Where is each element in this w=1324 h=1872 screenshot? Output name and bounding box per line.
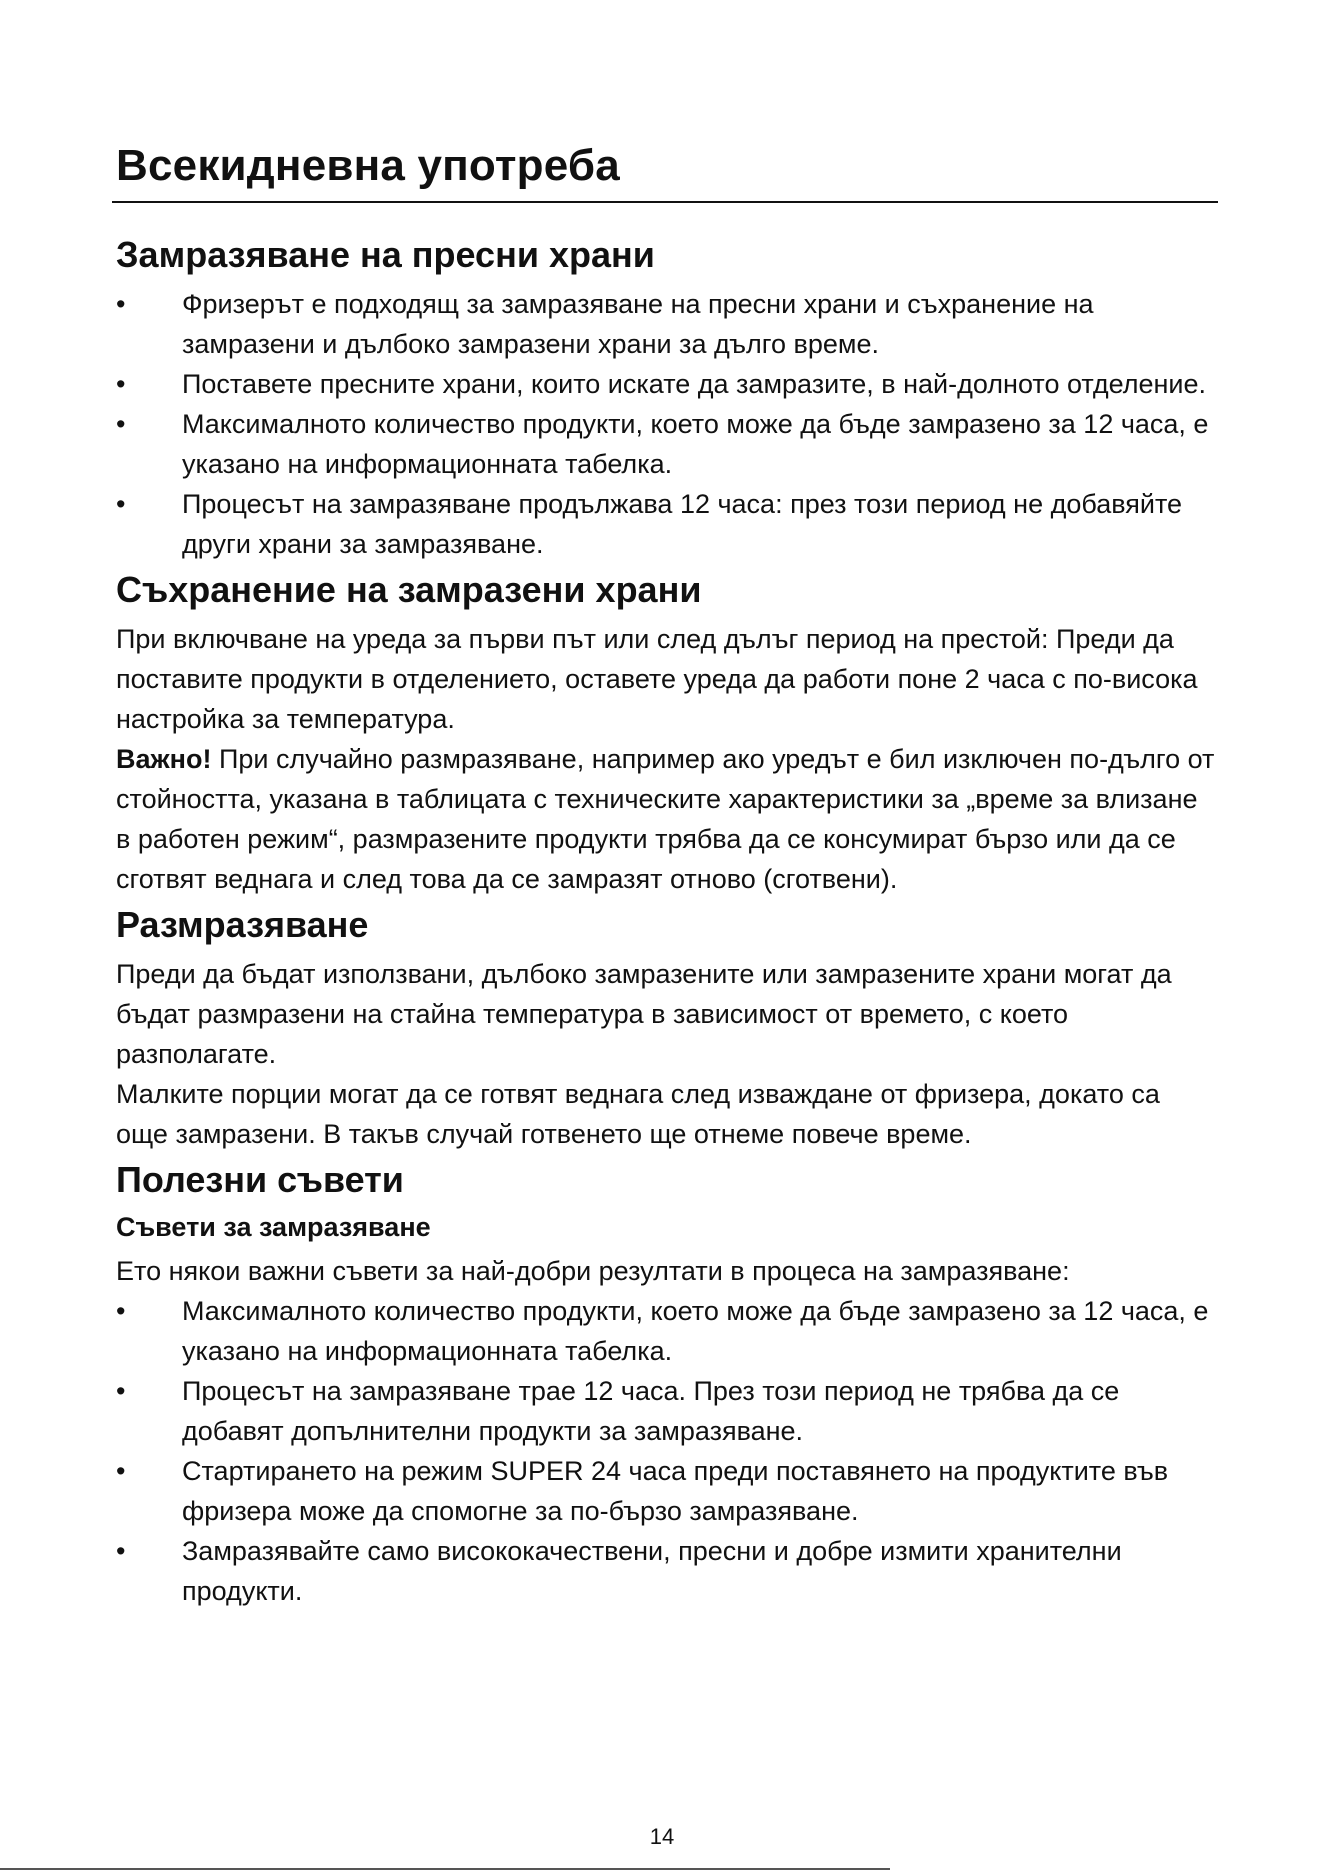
document-page bbox=[116, 140, 1216, 1615]
section-thawing bbox=[116, 903, 1216, 1154]
paragraph: При включване на уреда за първи път или след дълъг период на престой: Преди да поставите продукти в отделението, оставете уреда да работи поне 2 часа с по-висока настройка за температура. bbox=[116, 624, 1198, 735]
section-heading: Замразяване на пресни храни bbox=[116, 233, 655, 275]
list-item: • Поставете пресните храни, които искате да замразите, в най-долното отделение. bbox=[116, 364, 1216, 404]
paragraph: Ето някои важни съвети за най-добри резултати в процеса на замразяване: bbox=[116, 1255, 1070, 1286]
page-title: Всекидневна употреба bbox=[116, 141, 620, 190]
bullet-list bbox=[116, 1291, 1216, 1611]
list-item: • Фризерът е подходящ за замразяване на пресни храни и съхранение на замразени и дълбоко замразени храни за дълго време. bbox=[116, 284, 1216, 364]
bullet-icon: • bbox=[116, 368, 126, 399]
important-paragraph: Важно! При случайно размразяване, например ако уредът е бил изключен по-дълго от стойността, указана в таблицата с техническите характеристики за „време за влизане в работен режим“, размразените продукти трябва да се консумират бързо или да се сготвят веднага и след това да се замразят отново (сготвени). bbox=[116, 744, 1215, 895]
bullet-icon: • bbox=[116, 488, 126, 519]
section-heading: Съхранение на замразени храни bbox=[116, 568, 702, 610]
paragraph: Малките порции могат да се готвят веднага след изваждане от фризера, докато са още замразени. В такъв случай готвенето ще отнеме повече време. bbox=[116, 1079, 1160, 1150]
bullet-icon: • bbox=[116, 1375, 126, 1406]
bullet-icon: • bbox=[116, 288, 126, 319]
page-number: 14 bbox=[649, 1824, 675, 1849]
title-underline bbox=[112, 201, 1218, 203]
paragraph: Преди да бъдат използвани, дълбоко замразените или замразените храни могат да бъдат размразени на стайна температура в зависимост от времето, с което разполагате. bbox=[116, 959, 1172, 1070]
subsection-heading: Съвети за замразяване bbox=[116, 1211, 431, 1242]
list-item: • Стартирането на режим SUPER 24 часа преди поставянето на продуктите във фризера може да спомогне за по-бързо замразяване. bbox=[116, 1451, 1216, 1531]
bullet-icon: • bbox=[116, 1455, 126, 1486]
bullet-icon: • bbox=[116, 408, 126, 439]
section-heading: Размразяване bbox=[116, 904, 369, 946]
section-heading: Полезни съвети bbox=[116, 1159, 404, 1201]
section-useful-tips bbox=[116, 1158, 1216, 1610]
list-item: • Замразявайте само висококачествени, пресни и добре измити хранителни продукти. bbox=[116, 1531, 1216, 1611]
footer-divider bbox=[0, 1868, 890, 1870]
important-label: Важно! bbox=[116, 744, 212, 775]
section-freezing-fresh-food bbox=[116, 233, 1216, 564]
list-item: • Максималното количество продукти, което може да бъде замразено за 12 часа, е указано на информационната табелка. bbox=[116, 404, 1216, 484]
list-item: • Процесът на замразяване продължава 12 часа: през този период не добавяйте други храни за замразяване. bbox=[116, 484, 1216, 564]
bullet-icon: • bbox=[116, 1535, 126, 1566]
list-item: • Процесът на замразяване трае 12 часа. През този период не трябва да се добавят допълнителни продукти за замразяване. bbox=[116, 1371, 1216, 1451]
section-storing-frozen-food bbox=[116, 568, 1216, 899]
bullet-icon: • bbox=[116, 1295, 126, 1326]
bullet-list bbox=[116, 284, 1216, 564]
list-item: • Максималното количество продукти, което може да бъде замразено за 12 часа, е указано на информационната табелка. bbox=[116, 1291, 1216, 1371]
